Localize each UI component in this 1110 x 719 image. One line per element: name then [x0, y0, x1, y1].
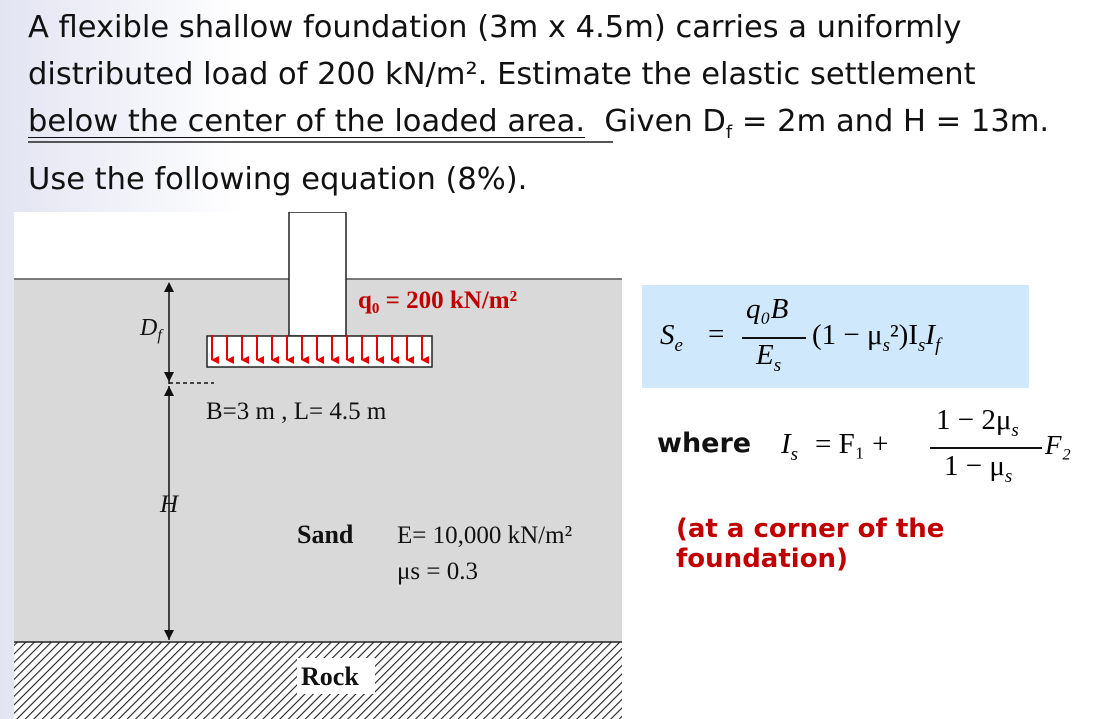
is-fraction-numerator: $1 - 2\mu_s$	[936, 404, 1019, 441]
problem-line-3-sub: f	[725, 122, 733, 144]
problem-line-3-rest-b: = 2m and H = 13m.	[732, 104, 1050, 139]
is-definition-f2: F₂	[1045, 430, 1071, 460]
equation-lhs: $S_e$	[660, 319, 683, 356]
problem-line-3-rest-a: Given D	[585, 104, 726, 139]
df-label: $D_f$	[140, 315, 162, 344]
equation-equals: =	[708, 318, 725, 350]
foundation-diagram	[14, 212, 622, 719]
is-definition-lhs: $I_s$	[781, 428, 799, 465]
soil-label: Sand	[297, 520, 354, 549]
corner-note: (at a corner of the foundation)	[676, 514, 945, 574]
problem-statement	[28, 4, 1103, 203]
settlement-equation	[642, 285, 1029, 388]
problem-line-4: Use the following equation (8%).	[28, 162, 528, 198]
load-label: q₀ = 200 kN/m²	[358, 287, 518, 314]
foundation-column	[289, 212, 346, 336]
problem-line-3-underlined: below the center of the loaded area.	[28, 104, 586, 139]
foundation-footing	[207, 336, 432, 367]
modulus-label: E= 10,000 kN/m²	[397, 522, 573, 549]
problem-line-1: A flexible shallow foundation (3m x 4.5m) carries a uniformly	[28, 10, 962, 45]
dimensions-label: B=3 m , L= 4.5 m	[206, 398, 387, 425]
is-definition-eq: = F₁ +	[815, 428, 889, 460]
title-divider	[28, 141, 613, 143]
problem-line-2: distributed load of 200 kN/m². Estimate the elastic settlement	[28, 57, 976, 92]
where-label: where	[657, 428, 752, 459]
equation-factors: $(1 - \mu_s^2)I_sI_f$	[812, 319, 941, 356]
rock-label: Rock	[301, 662, 359, 691]
h-label: H	[160, 491, 179, 518]
equation-denominator: $E_s$	[756, 339, 782, 376]
is-fraction-denominator: $1 - \mu_s$	[944, 450, 1013, 487]
equation-numerator: q₀B	[746, 293, 789, 325]
problem-line-3	[28, 98, 1103, 156]
poisson-label: μs = 0.3	[397, 558, 478, 585]
is-fraction-bar	[930, 447, 1042, 449]
